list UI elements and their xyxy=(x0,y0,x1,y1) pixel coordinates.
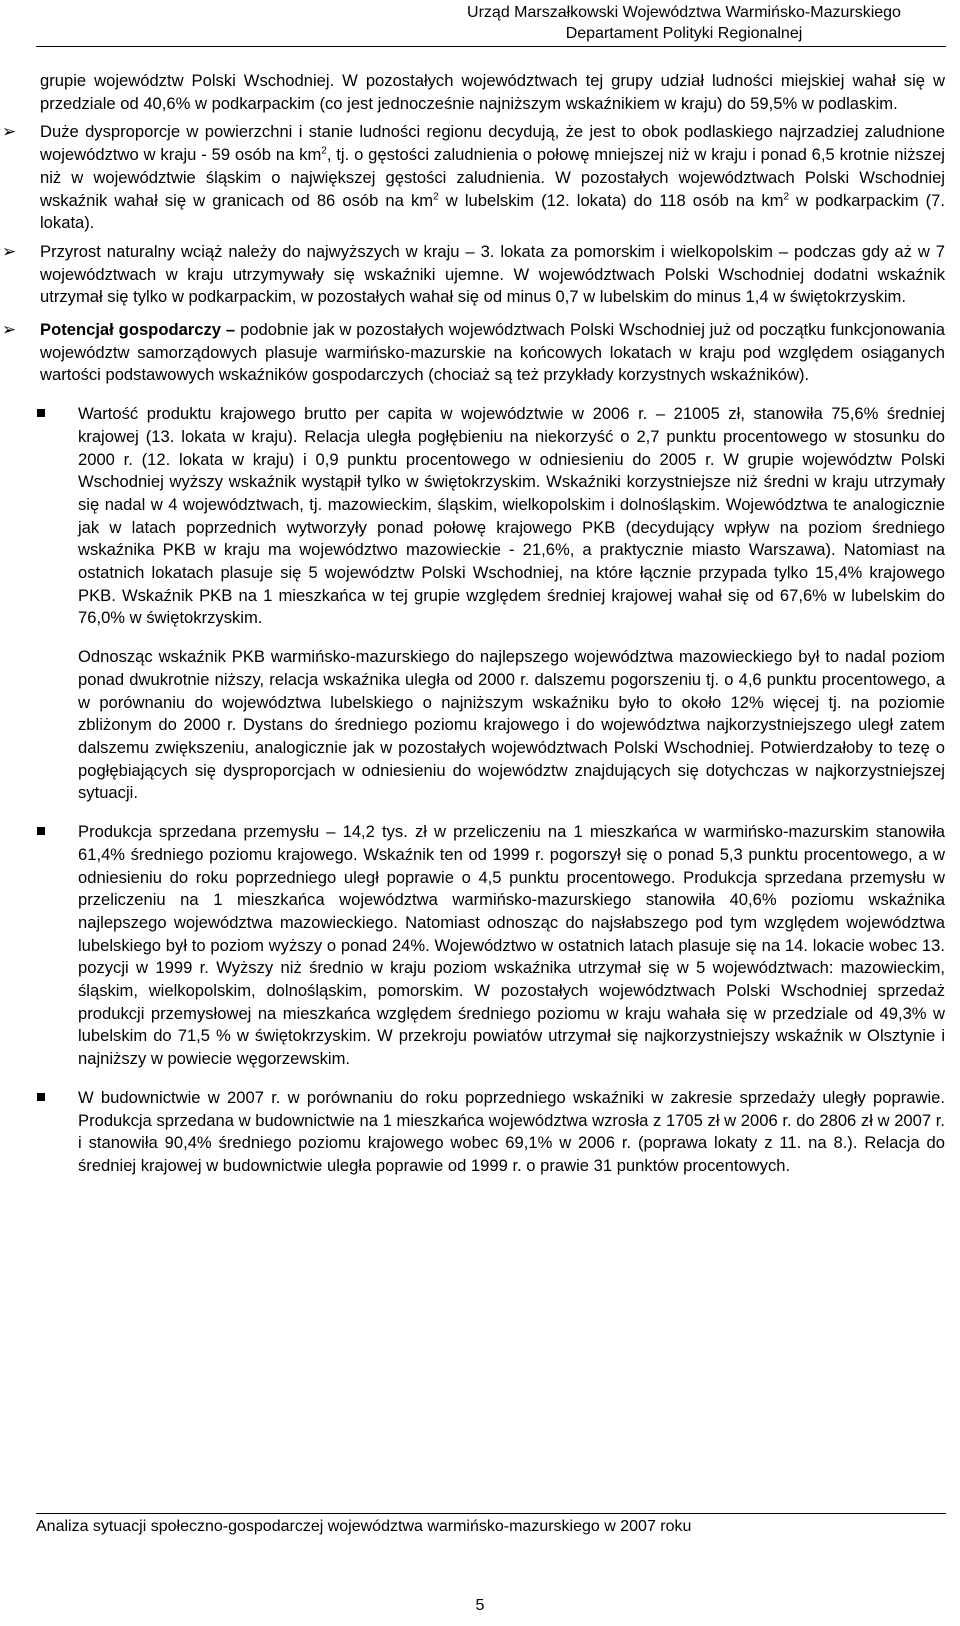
bullet-population-density xyxy=(2,121,945,235)
subbullet-gdp-text: Wartość produktu krajowego brutto per capita w województwie w 2006 r. – 21005 zł, stanowiła 75,6% średniej krajowej (13. lokata w kraju). Relacja uległa pogłębieniu na niekorzyść o 2,7 punktu procentowego w stosunku do 2000 r. (12. lokata w kraju) i 0,9 punktu procentowego w odniesieniu do 2005 r. W grupie województw Polski Wschodniej wyższy wskaźnik wystąpił tylko w świętokrzyskim. Wskaźniki korzystniejsze niż średni w kraju utrzymały się nadal w 4 województwach, tj. mazowieckim, śląskim, wielkopolskim i dolnośląskim. Województwa te analogicznie jak w latach poprzednich wytworzyły ponad połowę krajowego PKB (decydujący wpływ na poziom średniego wskaźnika PKB w kraju ma województwo mazowieckie - 21,6%, a praktycznie miasto Warszawa). Natomiast na ostatnich lokatach plasuje się 5 województw Polski Wschodniej, na które łącznie przypada tylko 15,4% krajowego PKB. Wskaźnik PKB na 1 mieszkańca w tej grupie względem średniej krajowej wahał się od 67,6% w lubelskim do 76,0% w świętokrzyskim. xyxy=(78,404,945,628)
header-department: Departament Polityki Regionalnej xyxy=(565,25,803,42)
footer-rule xyxy=(36,1513,946,1514)
intro-paragraph: grupie województw Polski Wschodniej. W pozostałych województwach tej grupy udział ludności miejskiej wahał się w przedziale od 40,6% w podkarpackim (co jest jednocześnie najniższym wskaźnikiem w kraju) do 59,5% w podlaskim. xyxy=(40,71,945,113)
paragraph-gdp-comparison-text: Odnosząc wskaźnik PKB warmińsko-mazurskiego do najlepszego województwa mazowieckiego był to nadal poziom ponad dwukrotnie niższy, relacja wskaźnika uległa od 2000 r. dalszemu pogorszeniu tj. o 4,6 punktu procentowego, a w porównaniu do województwa lubelskiego o najniższym wskaźniku było to około 12% więcej tj. na poziomie zbliżonym do 2000 r. Dystans do średniego poziomu krajowego i do województwa najkorzystniejszego uległ zatem dalszemu zwiększeniu, analogicznie jak w pozostałych województwach Polski Wschodniej. Potwierdzałoby to tezę o pogłębiających się dysproporcjach w odniesieniu do województw znajdujących się dotychczas w najkorzystniejszej sytuacji. xyxy=(78,647,945,803)
subbullet-construction-text: W budownictwie w 2007 r. w porównaniu do roku poprzedniego wskaźniki w zakresie sprzedaży uległy poprawie. Produkcja sprzedana w budownictwie na 1 mieszkańca województwa wzrosła z 1705 zł w 2006 r. do 2806 zł w 2007 r. i stanowiła 90,4% średniego poziomu krajowego wobec 69,1% w 2006 r. (poprawa lokaty z 11. na 8.). Relacja do średniej krajowej w budownictwie uległa poprawie od 1999 r. o prawie 31 punktów procentowych. xyxy=(78,1087,945,1175)
bullet-natural-growth-text: Przyrost naturalny wciąż należy do najwyższych w kraju – 3. lokata za pomorskim i wielkopolskim – podczas gdy aż w 7 województwach w kraju utrzymywały się wskaźniki ujemne. W województwach Polski Wschodniej dodatni wskaźnik utrzymał się tylko w podkarpackim, w pozostałych wahał się od minus 0,7 w lubelskim do minus 1,4 w świętokrzyskim. xyxy=(40,241,945,307)
square-bullet-icon xyxy=(37,1093,45,1101)
square-bullet-icon xyxy=(37,409,45,417)
paragraph-gdp-comparison xyxy=(40,646,945,805)
bullet-population-density-text: Duże dysproporcje w powierzchni i stanie ludności regionu decydują, że jest to obok podlaskiego najrzadziej zaludnione województwo w kraju - 59 osób na $km^2$, tj. o gęstości zaludnienia o połowę mniejszej niż w kraju i ponad 6,5 krotnie niższej niż w województwie śląskim o największej gęstości zaludnienia. W pozostałych województwach Polski Wschodniej wskaźnik wahał się w granicach od 86 osób na $km^2$ w lubelskim (12. lokata) do 118 osób na $km^2$ w podkarpackim (7. lokata). xyxy=(40,122,945,233)
square-bullet-icon xyxy=(37,827,45,835)
subbullet-gdp xyxy=(40,403,945,630)
arrowhead-bullet-icon: ➢ xyxy=(2,320,17,340)
page-number: 5 xyxy=(475,1597,485,1614)
header-rule xyxy=(36,46,946,47)
subbullet-construction xyxy=(40,1087,945,1178)
bullet-economic-potential-text: Potencjał gospodarczy – podobnie jak w pozostałych województwach Polski Wschodniej już od początku funkcjonowania województw samorządowych plasuje warmińsko-mazurskie na końcowych lokatach w kraju pod względem osiąganych wartości podstawowych wskaźników gospodarczych (chociaż są też przykłady korzystnych wskaźników). xyxy=(40,320,945,385)
page-footer: Analiza sytuacji społeczno-gospodarczej województwa warmińsko-mazurskiego w 2007 roku xyxy=(36,1518,692,1535)
bullet-natural-growth xyxy=(2,241,945,309)
subbullet-industry xyxy=(40,821,945,1071)
page-header xyxy=(424,2,944,44)
subbullet-industry-text: Produkcja sprzedana przemysłu – 14,2 tys. zł w przeliczeniu na 1 mieszkańca w warmińsko-mazurskim stanowiła 61,4% średniego poziomu krajowego. Wskaźnik ten od 1999 r. pogorszył się o ponad 5,3 punktu procentowego, a w odniesieniu do roku poprzedniego uległ poprawie o 4,5 punktu procentowego. Produkcja sprzedana przemysłu w przeliczeniu na 1 mieszkańca województwa warmińsko-mazurskiego stanowiła 40,6% poziomu wskaźnika najlepszego województwa mazowieckiego. Natomiast odnosząc do najsłabszego pod tym względem województwa lubelskiego był to poziom wyższy o ponad 24%. Województwo w ostatnich latach plasuje się na 14. lokacie wobec 13. pozycji w 1999 r. Wyższy niż średnio w kraju poziom wskaźnika utrzymał się w 5 województwach: mazowieckim, śląskim, wielkopolskim, dolnośląskim, pomorskim. W pozostałych województwach Polski Wschodniej sprzedaż produkcji przemysłowej na mieszkańca względem średniego poziomu w kraju wahała się w przedziale od 49,3% w lubelskim do 71,5 % w świętokrzyskim. W przekroju powiatów utrzymał się najkorzystniejszy wskaźnik w Olsztynie i najniższy w powiecie węgorzewskim. xyxy=(78,822,945,1069)
header-office: Urząd Marszałkowski Województwa Warmińsko-Mazurskiego xyxy=(467,4,901,21)
arrowhead-bullet-icon: ➢ xyxy=(2,122,17,142)
bullet-economic-potential xyxy=(2,319,945,387)
main-content xyxy=(2,70,945,1178)
arrowhead-bullet-icon: ➢ xyxy=(2,241,17,261)
